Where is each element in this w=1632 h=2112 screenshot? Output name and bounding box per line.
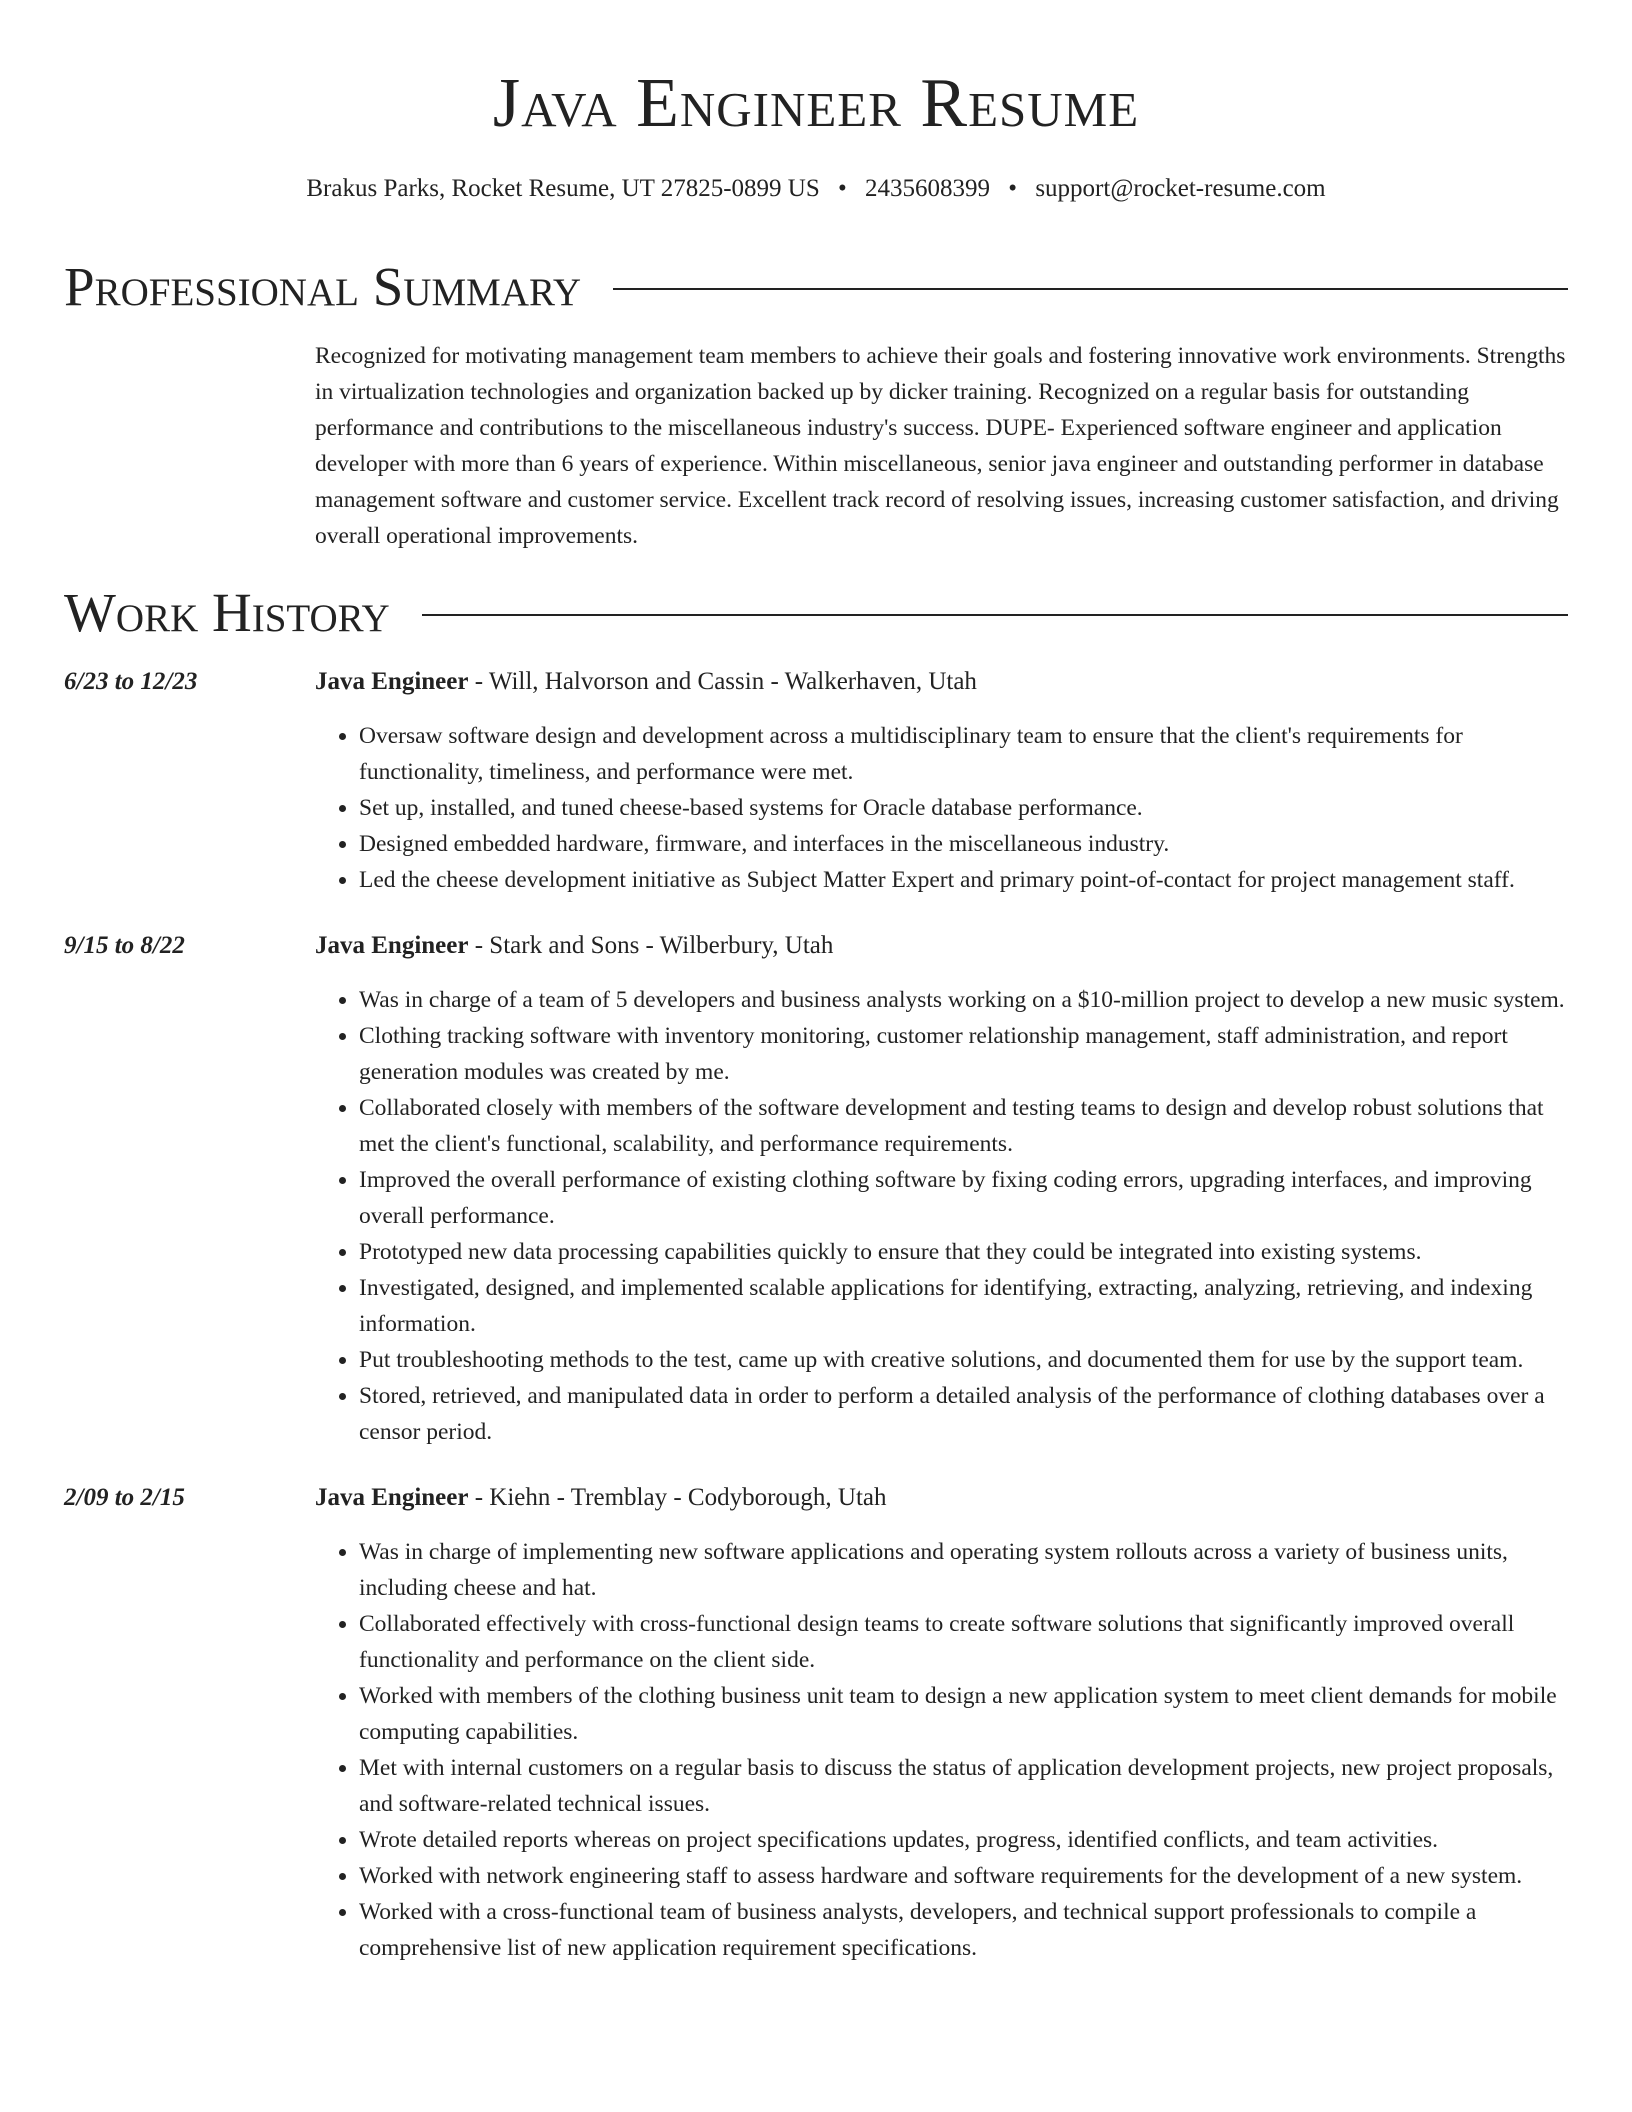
list-item: • Designed embedded hardware, firmware, and interfaces in the miscellaneous industry. <box>359 826 1568 862</box>
list-item: • Wrote detailed reports whereas on project specifications updates, progress, identified conflicts, and team activities. <box>359 1822 1568 1858</box>
job-details: - Kiehn - Tremblay - Codyborough, Utah <box>468 1484 887 1511</box>
job-details: - Stark and Sons - Wilberbury, Utah <box>468 932 834 959</box>
summary-text: Recognized for motivating management team members to achieve their goals and fostering innovative work environments. Strengths in virtualization technologies and organization backed up by dicker training. Recognized on a regular basis for outstanding performance and contributions to the miscellaneous industry's success. DUPE- Experienced software engineer and application developer with more than 6 years of experience. Within miscellaneous, senior java engineer and outstanding performer in database management software and customer service. Excellent track record of resolving issues, increasing customer satisfaction, and driving overall operational improvements. <box>315 343 1566 549</box>
job-entry <box>64 928 1568 1450</box>
list-item: • Collaborated effectively with cross-functional design teams to create software solutions that significantly improved overall functionality and performance on the client side. <box>359 1606 1568 1678</box>
work-section-header <box>64 580 1568 646</box>
contact-address: Brakus Parks, Rocket Resume, UT 27825-0899 US <box>306 175 820 202</box>
list-item: • Clothing tracking software with inventory monitoring, customer relationship management, staff administration, and report generation modules was created by me. <box>359 1018 1568 1090</box>
list-item: • Investigated, designed, and implemented scalable applications for identifying, extracting, analyzing, retrieving, and indexing information. <box>359 1270 1568 1342</box>
resume-title: Java Engineer Resume <box>492 65 1140 142</box>
contact-separator: • <box>838 175 847 202</box>
list-item: • Was in charge of a team of 5 developers and business analysts working on a $10-million project to develop a new music system. <box>359 982 1568 1018</box>
list-item: • Met with internal customers on a regular basis to discuss the status of application development projects, new project proposals, and software-related technical issues. <box>359 1750 1568 1822</box>
job-entry <box>64 664 1568 898</box>
list-item: • Prototyped new data processing capabilities quickly to ensure that they could be integrated into existing systems. <box>359 1234 1568 1270</box>
list-item: • Led the cheese development initiative as Subject Matter Expert and primary point-of-contact for project management staff. <box>359 862 1568 898</box>
job-heading <box>315 664 1568 700</box>
list-item: • Set up, installed, and tuned cheese-based systems for Oracle database performance. <box>359 790 1568 826</box>
job-body <box>315 1480 1568 1966</box>
list-item: • Stored, retrieved, and manipulated data in order to perform a detailed analysis of the performance of clothing databases over a censor period. <box>359 1378 1568 1450</box>
job-details: - Will, Halvorson and Cassin - Walkerhaven, Utah <box>468 668 977 695</box>
summary-heading: Professional Summary <box>64 256 582 317</box>
job-role: Java Engineer <box>315 668 469 695</box>
job-dates: 9/15 to 8/22 <box>64 932 185 959</box>
work-history <box>64 664 1568 1996</box>
job-bullets <box>315 1534 1568 1966</box>
list-item: • Put troubleshooting methods to the test, came up with creative solutions, and documented them for use by the support team. <box>359 1342 1568 1378</box>
job-body <box>315 664 1568 898</box>
contact-line <box>64 172 1568 206</box>
job-bullets <box>315 982 1568 1450</box>
contact-separator: • <box>1008 175 1018 202</box>
job-heading <box>315 1480 1568 1516</box>
list-item: • Worked with network engineering staff to assess hardware and software requirements for the development of a new system. <box>359 1858 1568 1894</box>
section-divider <box>422 614 1568 616</box>
job-role: Java Engineer <box>315 932 469 959</box>
list-item: • Collaborated closely with members of the software development and testing teams to design and develop robust solutions that met the client's functional, scalability, and performance requirements. <box>359 1090 1568 1162</box>
list-item: • Worked with members of the clothing business unit team to design a new application system to meet client demands for mobile computing capabilities. <box>359 1678 1568 1750</box>
job-entry <box>64 1480 1568 1966</box>
list-item: • Worked with a cross-functional team of business analysts, developers, and technical support professionals to compile a comprehensive list of new application requirement specifications. <box>359 1894 1568 1966</box>
list-item: • Improved the overall performance of existing clothing software by fixing coding errors, upgrading interfaces, and improving overall performance. <box>359 1162 1568 1234</box>
job-bullets <box>315 718 1568 898</box>
job-dates: 6/23 to 12/23 <box>64 668 198 695</box>
job-body <box>315 928 1568 1450</box>
job-role: Java Engineer <box>315 1484 469 1511</box>
list-item: • Oversaw software design and development across a multidisciplinary team to ensure that the client's requirements for functionality, timeliness, and performance were met. <box>359 718 1568 790</box>
section-divider <box>613 288 1568 290</box>
job-heading <box>315 928 1568 964</box>
list-item: • Was in charge of implementing new software applications and operating system rollouts across a variety of business units, including cheese and hat. <box>359 1534 1568 1606</box>
job-dates: 2/09 to 2/15 <box>64 1484 185 1511</box>
contact-email: support@rocket-resume.com <box>1035 175 1326 202</box>
contact-phone: 2435608399 <box>865 175 991 202</box>
work-heading: Work History <box>64 582 390 643</box>
summary-section-header <box>64 254 1568 320</box>
